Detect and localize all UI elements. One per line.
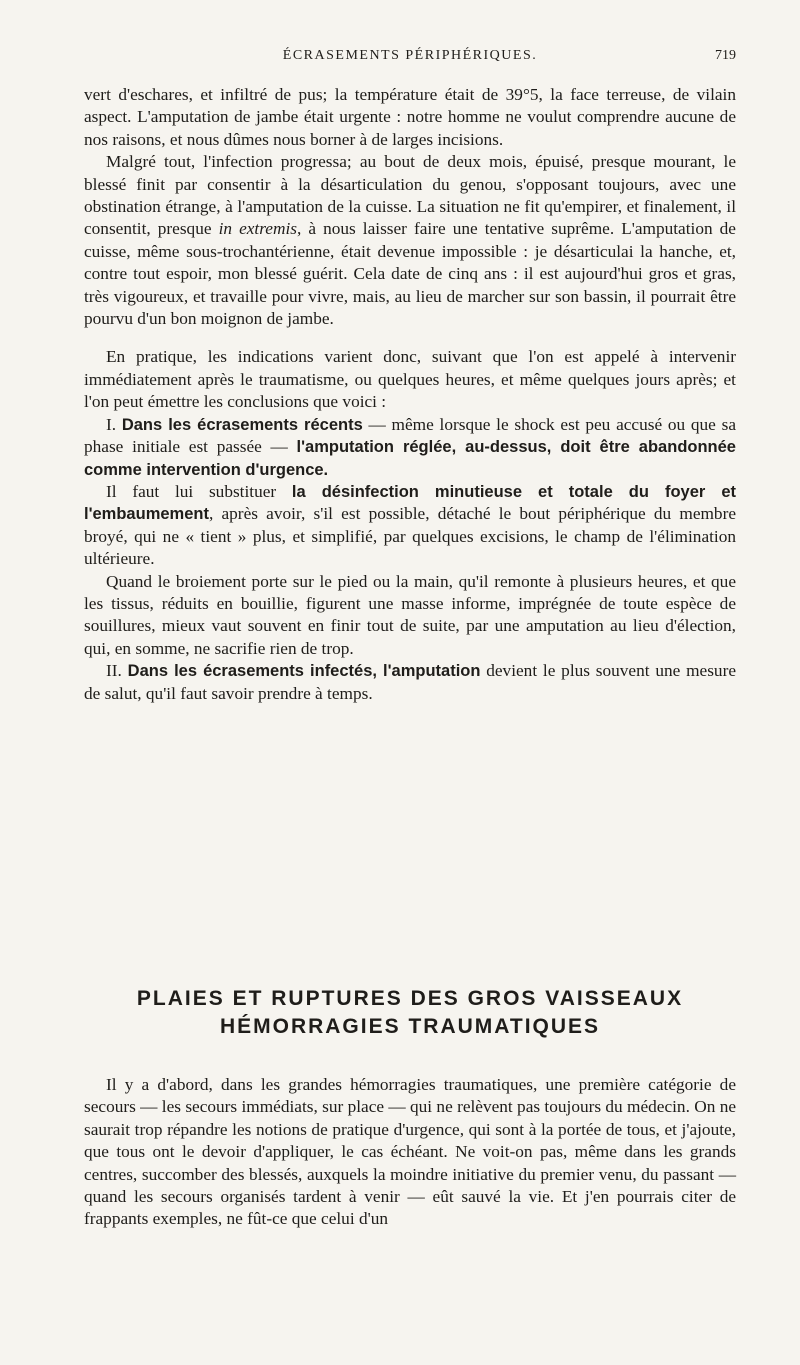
paragraph-5-text-a: Il faut lui substituer xyxy=(106,481,292,501)
section-heading-line-2: HÉMORRAGIES TRAUMATIQUES xyxy=(219,1015,601,1038)
section-heading-line-1: PLAIES ET RUPTURES DES GROS VAISSEAUX xyxy=(136,987,684,1010)
paragraph-1: vert d'eschares, et infiltré de pus; la température était de 39°5, la face terreuse, de vilain aspect. L'amputation de jambe était urgente : notre homme ne voulut comprendre aucune de nos raisons, et nous dûmes nous borner à de larges incisions. xyxy=(84,85,736,149)
conclusion-2 xyxy=(84,660,736,705)
conclusion-2-number: II. xyxy=(106,661,122,681)
paragraph-2 xyxy=(84,151,736,330)
conclusion-1-number: I. xyxy=(106,414,117,434)
conclusion-1-bold-a: Dans les écrasements récents xyxy=(121,415,363,434)
section-body xyxy=(84,1074,736,1231)
page-number: 719 xyxy=(715,48,736,63)
conclusion-1 xyxy=(84,414,736,481)
paragraph-5-text-b: , après avoir, s'il est possible, détaché le bout périphérique du membre broyé, qui ne « tient » plus, et simplifié, par quelques excisions, le champ de l'élimination ultérieure. xyxy=(84,504,736,569)
running-head xyxy=(84,48,736,70)
paragraph-6: Quand le broiement porte sur le pied ou la main, qu'il remonte à plusieurs heures, et que les tissus, réduits en bouillie, figurent une masse informe, imprégnée de toute espèce de souillures, mieux vaut souvent en finir tout de suite, par une amputation au lieu d'élection, qui, en somme, ne sacrifie rien de trop. xyxy=(84,571,736,658)
paragraph-2-text-a: Malgré tout, l'infection progressa; au bout de deux mois, épuisé, presque mourant, le blessé finit par consentir à la désarticulation du genou, s'opposant toujours, avec une obstination étrange, à l'amputation de la cuisse. La situation ne fit qu'empirer, et finalement, il consentit, presque xyxy=(84,152,736,239)
paragraph-3: En pratique, les indications varient donc, suivant que l'on est appelé à intervenir immédiatement après le traumatisme, ou quelques heures, et même quelques jours après; et l'on peut émettre les conclusions que voici : xyxy=(84,347,736,412)
paragraph-5 xyxy=(84,481,736,571)
conclusion-1-bold-b: l'amputation réglée, au-dessus, doit être abandonnée comme intervention d'urgence. xyxy=(84,438,736,479)
running-head-title: ÉCRASEMENTS PÉRIPHÉRIQUES. xyxy=(282,48,538,63)
conclusion-2-text: devient le plus souvent une mesure de salut, qu'il faut savoir prendre à temps. xyxy=(84,661,736,703)
section-heading xyxy=(84,985,736,1041)
conclusion-2-bold: Dans les écrasements infectés, l'amputation xyxy=(127,662,481,681)
paragraph-2-emphasis: in extremis xyxy=(218,219,297,239)
paragraph-5-bold: la désinfection minutieuse et totale du foyer et l'embaumement xyxy=(84,482,736,524)
conclusion-1-text: — même lorsque le shock est peu accusé ou que sa phase initiale est passée — xyxy=(84,414,737,457)
paragraph-8: Il y a d'abord, dans les grandes hémorragies traumatiques, une première catégorie de secours — les secours immédiats, sur place — qui ne relèvent pas toujours du médecin. On ne saurait trop répandre les notions de pratique d'urgence, qui sont à la portée de tous, et j'ajoute, que tous ont le devoir d'appliquer, le cas échéant. Ne voit-on pas, même dans les grands centres, succomber des blessés, auxquels la moindre initiative du premier venu, du passant — quand les secours organisés tardent à venir — eût sauvé la vie. Et j'en pourrais citer de frappants exemples, ne fût-ce que celui d'un xyxy=(84,1075,736,1229)
body-text xyxy=(84,84,736,705)
paragraph-2-text-b: , à nous laisser faire une tentative suprême. L'amputation de cuisse, même sous-trochantérienne, était devenue impossible : je désarticulai la hanche, et, contre tout espoir, mon blessé guérit. Cela date de cinq ans : il est aujourd'hui gros et gras, très vigoureux, et travaille pour vivre, mais, au lieu de marcher sur son bassin, il pourrait être pourvu d'un bon moignon de jambe. xyxy=(84,219,736,329)
